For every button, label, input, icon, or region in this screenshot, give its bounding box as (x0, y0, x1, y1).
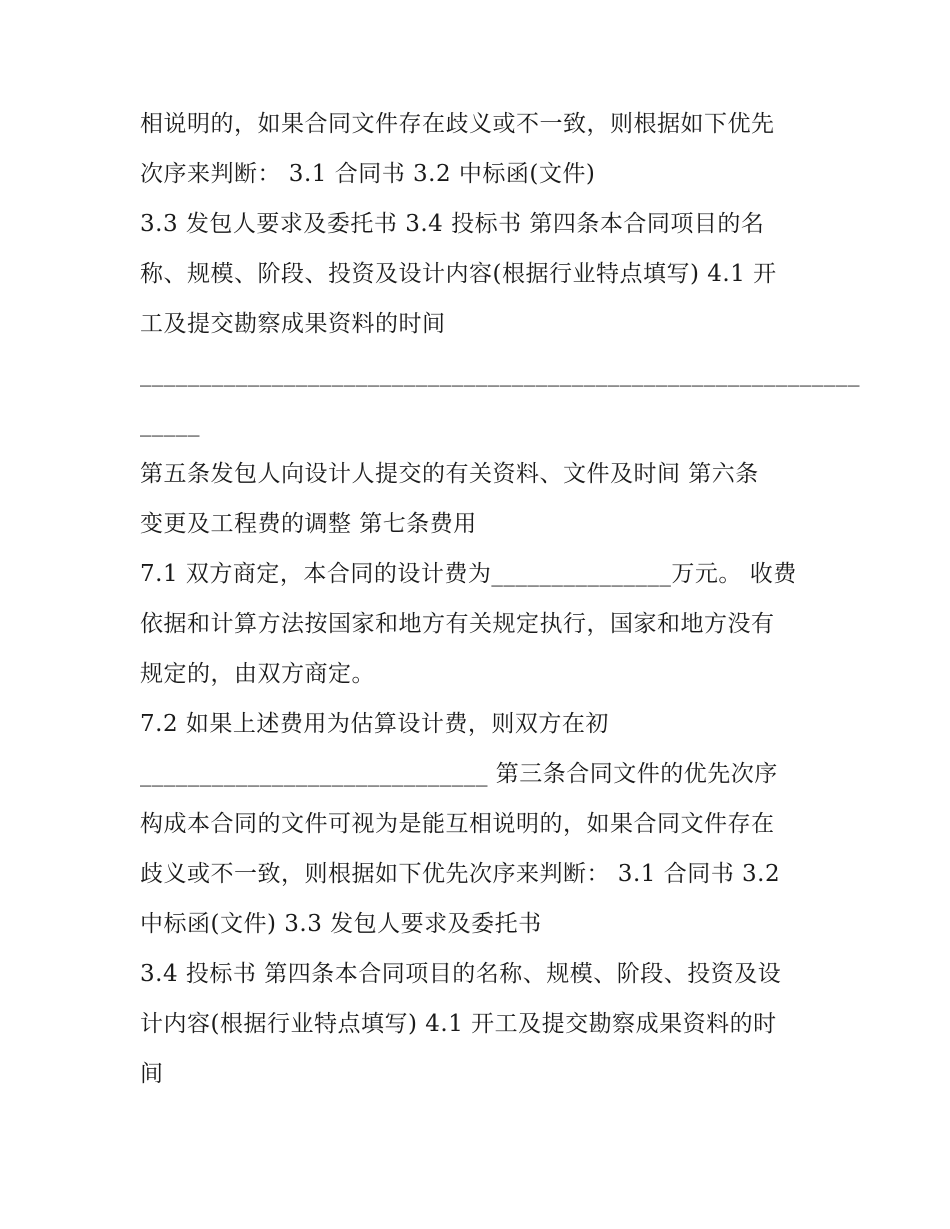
text-line: 构成本合同的文件可视为是能互相说明的，如果合同文件存在 (140, 811, 775, 837)
text-line: 规定的，由双方商定。 (140, 661, 375, 687)
text-line: 7.2 如果上述费用为估算设计费，则双方在初 (140, 711, 609, 737)
text-line: 7.1 双方商定，本合同的设计费为_______________万元。 收费 (140, 561, 797, 587)
document-body (140, 107, 860, 1107)
text-line: 3.4 投标书 第四条本合同项目的名称、规模、阶段、投资及设 (140, 961, 782, 987)
text-line: 相说明的，如果合同文件存在歧义或不一致，则根据如下优先 (140, 111, 775, 137)
text-line: 3.3 发包人要求及委托书 3.4 投标书 第四条本合同项目的名 (140, 211, 765, 237)
text-line: _____________________________ 第三条合同文件的优先次序 (140, 761, 778, 787)
text-line: 称、规模、阶段、投资及设计内容(根据行业特点填写) 4.1 开 (140, 261, 777, 287)
blank-fill-line: ____________________________________________________________ (140, 361, 860, 387)
text-line: 间 (140, 1061, 164, 1087)
text-line: 依据和计算方法按国家和地方有关规定执行，国家和地方没有 (140, 611, 775, 637)
text-line: 工及提交勘察成果资料的时间 (140, 311, 446, 337)
text-line: 中标函(文件) 3.3 发包人要求及委托书 (140, 911, 542, 937)
text-line: 第五条发包人向设计人提交的有关资料、文件及时间 第六条 (140, 461, 759, 487)
text-line: 歧义或不一致，则根据如下优先次序来判断： 3.1 合同书 3.2 (140, 861, 781, 887)
text-line: 计内容(根据行业特点填写) 4.1 开工及提交勘察成果资料的时 (140, 1011, 777, 1037)
text-line: 次序来判断： 3.1 合同书 3.2 中标函(文件) (140, 161, 596, 187)
text-line: 变更及工程费的调整 第七条费用 (140, 511, 477, 537)
blank-fill-line: _____ (140, 411, 200, 437)
